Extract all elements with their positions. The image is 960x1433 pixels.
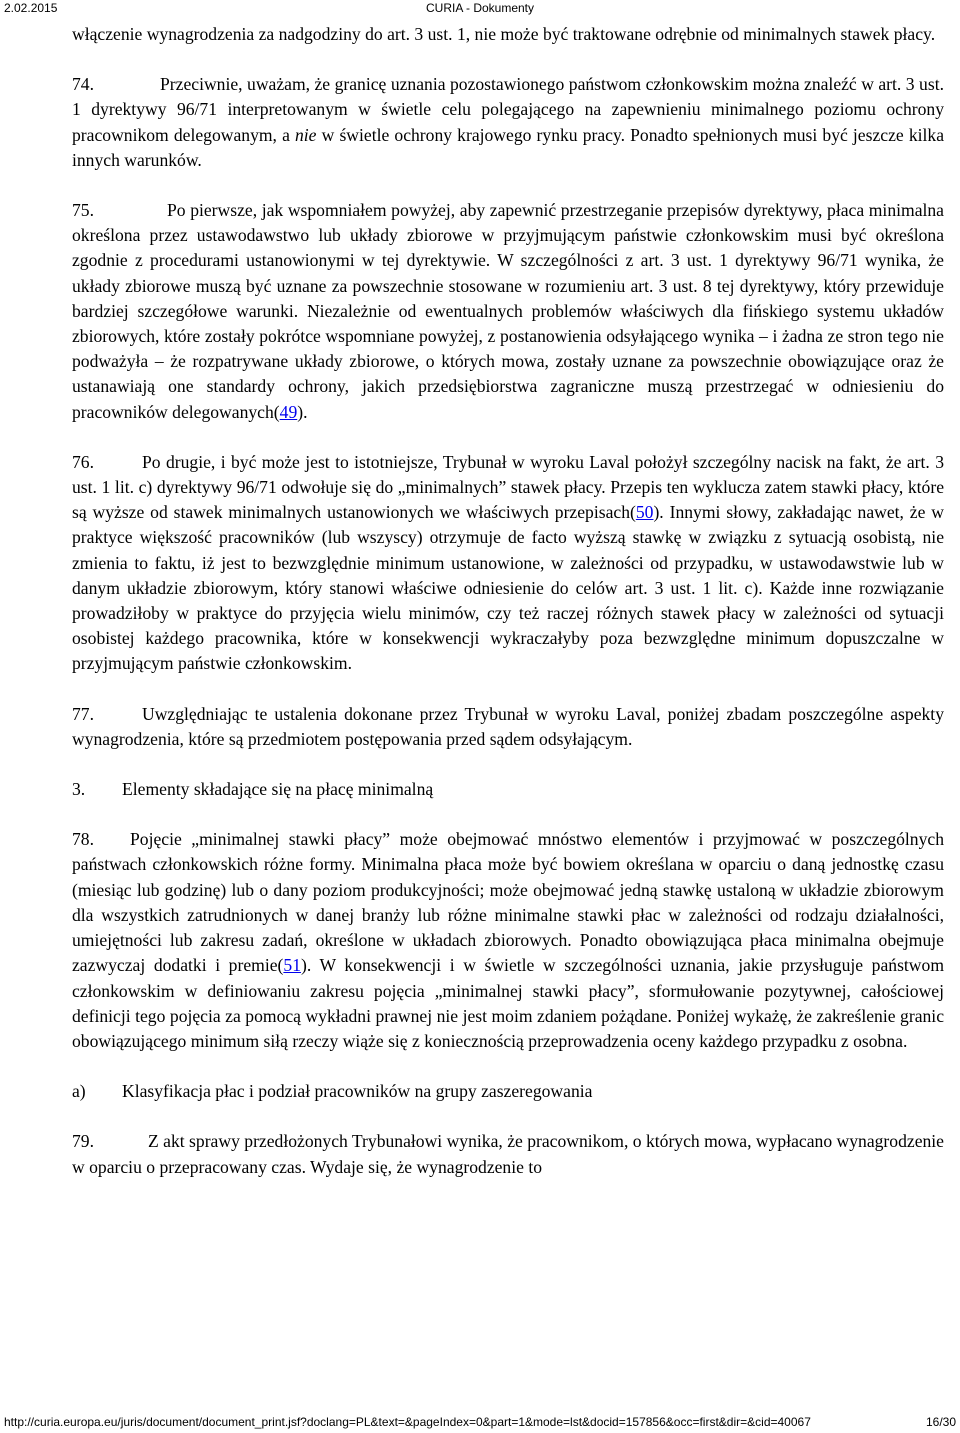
section-number: 3. [72,779,86,800]
paragraph-75: 75. Po pierwsze, jak wspomniałem powyżej, aby zapewnić przestrzeganie przepisów dyrektywy, płaca minimalna określona przez ustawodawstwo lub układy zbiorowe w przyjmującym państwie członkowskim musi być określona zgodnie z procedurami ustanowionymi w tej dyrektywie. W szczególności z art. 3 ust. 1 dyrektywy 96/71 wynika, że układy zbiorowe muszą być uznane za powszechnie stosowane w rozumieniu art. 3 ust. 8 tej dyrektywy, który przewiduje bardziej szczegółowe warunki. Niezależnie od ewentualnych problemów właściwych dla fińskiego systemu układów zbiorowych, które zostały pokrótce wspomniane powyżej, z postanowienia odsyłającego wynika – i żadna ze stron tego nie podważyła – że rozpatrywane układy zbiorowe, o których mowa, zostały uznane za powszechnie obowiązujące oraz że ustanawiają one standardy ochrony, jakich przedsiębiorstwa zagraniczne muszą przestrzegać w odniesieniu do pracowników delegowanych(49). [72,200,944,422]
footnote-link-51[interactable]: 51 [283,955,301,976]
paragraph-number: 74. [72,74,94,95]
document-body [72,22,944,1180]
paragraph-79: 79. Z akt sprawy przedłożonych Trybunałowi wynika, że pracownikom, o których mowa, wypłacano wynagrodzenie w oparciu o przepracowany czas. Wydaje się, że wynagrodzenie to [72,1131,944,1177]
paragraph-76: 76. Po drugie, i być może jest to istotniejsze, Trybunał w wyroku Laval położył szczególny nacisk na fakt, że art. 3 ust. 1 lit. c) dyrektywy 96/71 odwołuje się do „minimalnych” stawek płacy. Przepis ten wyklucza zatem stawki płacy, które są wyższe od stawek minimalnych ustanowionych we właściwych przepisach(50). Innymi słowy, zakładając nawet, że w praktyce większość pracowników (lub wszyscy) otrzymuje de facto wyższą stawkę w związku z sytuacją osobistą, nie zmienia to faktu, iż jest to bezwzględnie minimum ustanowione, w zależności od przypadku, w ustawodawstwie lub w danym układzie zbiorowym, który stanowi właściwe odniesienie do celów art. 3 ust. 1 lit. c). Każde inne rozwiązanie prowadziłoby w praktyce do przyjęcia wielu minimów, czy też raczej różnych stawek płacy w zależności od sytuacji osobistej każdego pracownika, które w konsekwencji wykraczałyby poza bezwzględne minimum dopuszczalne w przyjmującym państwie członkowskim. [72,451,944,674]
print-title: CURIA - Dokumenty [425,1,535,15]
section-heading-a: a) Klasyfikacja płac i podział pracowników na grupy zaszeregowania [72,1079,944,1104]
emphasis-text: nie [295,124,317,145]
paragraph-77: 77. Uwzględniając te ustalenia dokonane przez Trybunał w wyroku Laval, poniżej zbadam poszczególne aspekty wynagrodzenia, które są przedmiotem postępowania przed sądem odsyłającym. [72,703,944,749]
footnote-link-49[interactable]: 49 [279,401,298,422]
print-date: 2.02.2015 [4,1,58,15]
print-header [0,0,960,16]
footnote-link-50[interactable]: 50 [635,502,654,523]
paragraph-74: 74. Przeciwnie, uważam, że granicę uznania pozostawionego państwom członkowskim można znaleźć w art. 3 ust. 1 dyrektywy 96/71 interpretowanym w świetle celu polegającego na zapewnieniu minimalnego poziomu ochrony pracownikom delegowanym, a nie w świetle ochrony krajowego rynku pracy. Ponadto spełnionych musi być jeszcze kilka innych warunków. [72,74,944,170]
paragraph-78: 78. Pojęcie „minimalnej stawki płacy” może obejmować mnóstwo elementów i przyjmować w poszczególnych państwach członkowskich różne formy. Minimalna płaca może być bowiem określana w oparciu o daną jednostkę czasu (miesiąc lub godzinę) lub o dany poziom produkcyjności; może obejmować jedną stawkę ustaloną w układzie zbiorowym dla wszystkich zatrudnionych w danej branży lub różne minimalne stawki płac w zależności od rodzaju działalności, umiejętności lub zakresu zadań, określone w układach zbiorowych. Ponadto obowiązująca płaca minimalna obejmuje zazwyczaj dodatki i premie(51). W konsekwencji i w świetle w szczególności uznania, jakie przysługuje państwom członkowskim w definiowaniu zakresu pojęcia „minimalnej stawki płacy”, sformułowanie pozytywnej, całościowej definicji tego pojęcia za pomocą wykładni prawnej nie jest moim zdaniem pożądane. Poniżej wykażę, że zakreślenie granic obowiązującego minimum siłą rzeczy wiąże się z koniecznością przeprowadzenia oceny każdego przypadku z osobna. [72,829,944,1051]
page-counter: 16/30 [925,1415,956,1429]
paragraph-number: 76. [72,451,94,472]
paragraph-continuation: włączenie wynagrodzenia za nadgodziny do art. 3 ust. 1, nie może być traktowane odrębnie od minimalnych stawek płacy. [72,24,936,44]
print-footer [0,1414,960,1430]
section-heading-3: 3. Elementy składające się na płacę minimalną [72,777,944,802]
paragraph-number: 78. [72,829,94,850]
paragraph-number: 79. [72,1131,94,1152]
print-url: http://curia.europa.eu/juris/document/document_print.jsf?doclang=PL&text=&pageIndex=0&part=1&mode=lst&docid=157856&occ=first&dir=&cid=40067 [4,1415,811,1429]
paragraph-number: 77. [72,703,94,724]
paragraph-number: 75. [72,200,94,221]
section-number: a) [72,1081,86,1102]
